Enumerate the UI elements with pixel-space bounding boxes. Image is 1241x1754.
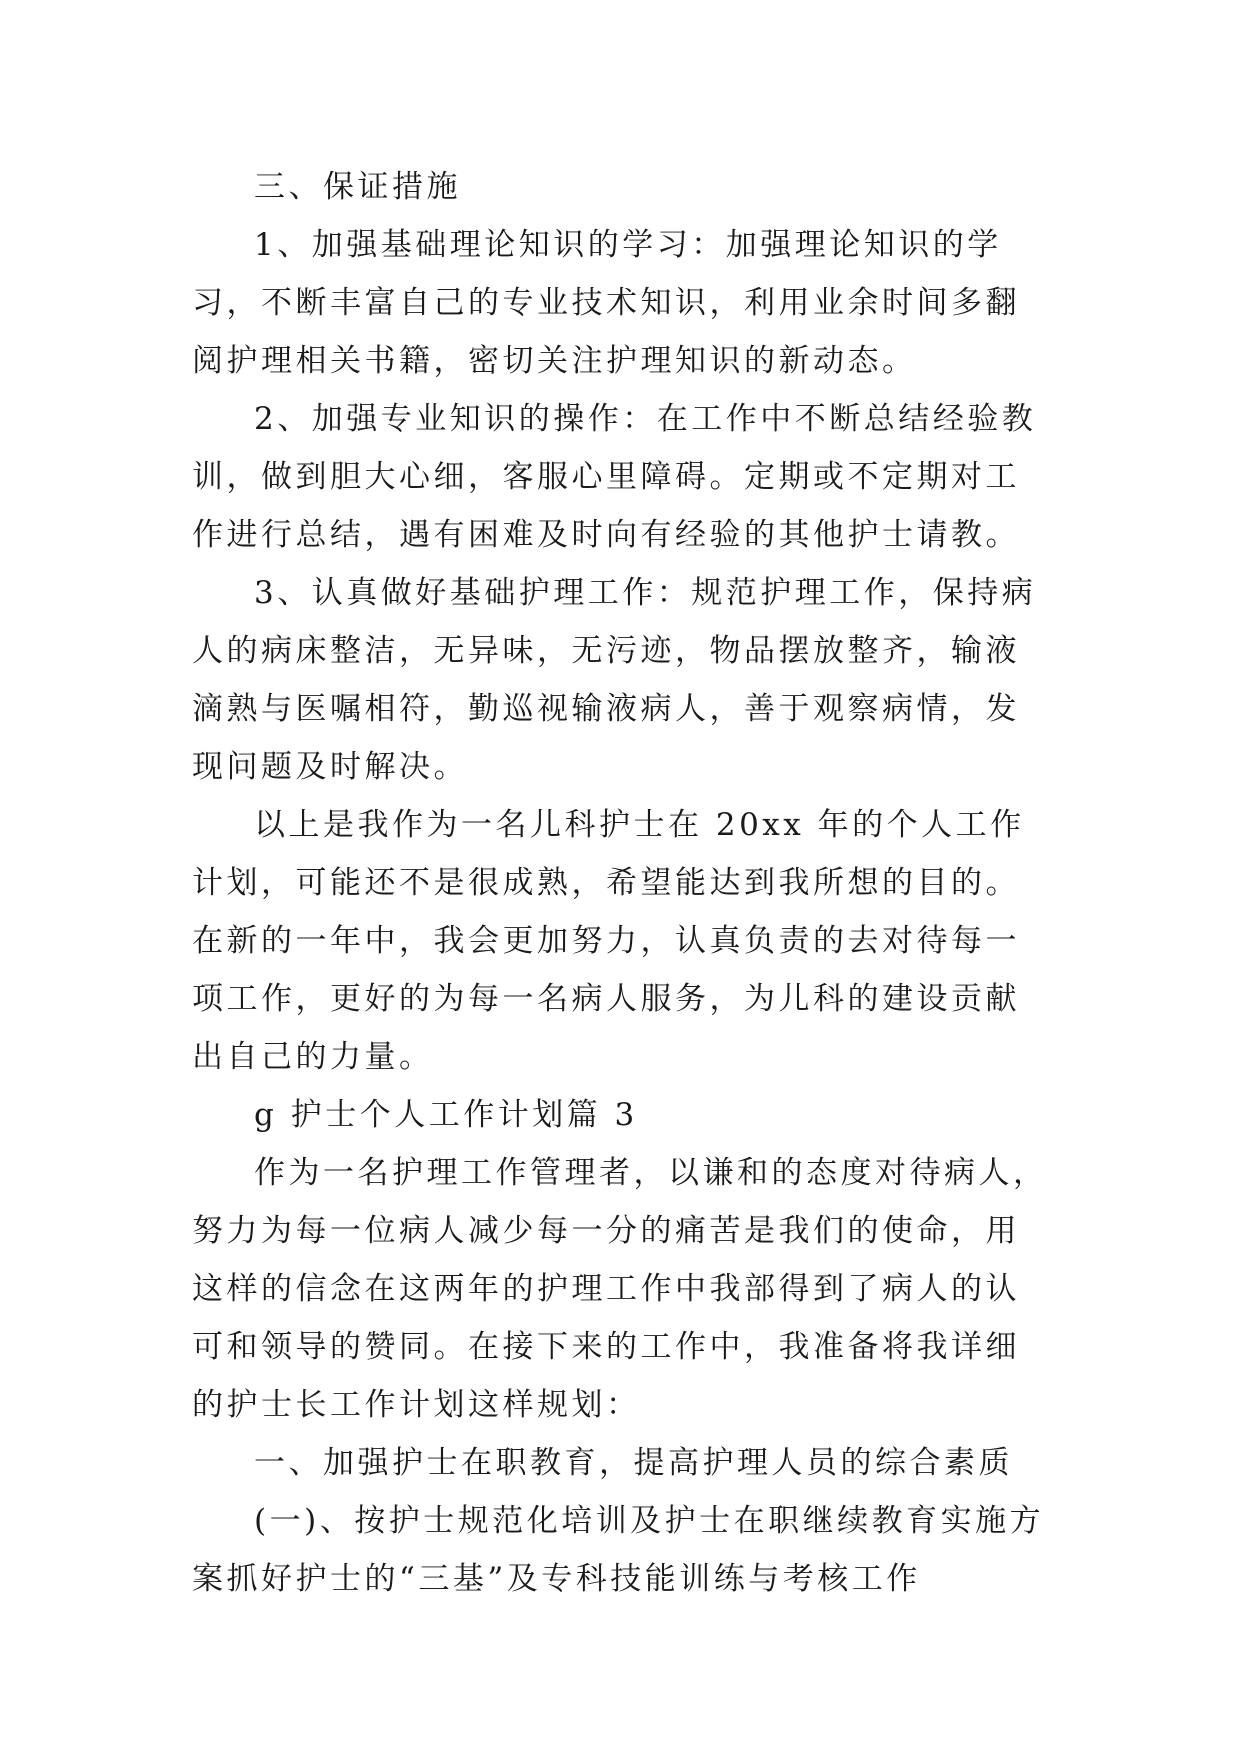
paragraph-skill-practice: 2、加强专业知识的操作：在工作中不断总结经验教训，做到胆大心细，客服心里障碍。定期或不定期对工作进行总结，遇有困难及时向有经验的其他护士请教。	[192, 401, 1037, 553]
paragraph-basic-nursing: 3、认真做好基础护理工作：规范护理工作，保持病人的病床整洁，无异味，无污迹，物品摆放整齐，输液滴熟与医嘱相符，勤巡视输液病人，善于观察病情，发现问题及时解决。	[192, 575, 1037, 785]
paragraph-intro: 作为一名护理工作管理者，以谦和的态度对待病人，努力为每一位病人减少每一分的痛苦是我们的使命，用这样的信念在这两年的护理工作中我部得到了病人的认可和领导的赞同。在接下来的工作中，我准备将我详细的护士长工作计划这样规划：	[192, 1155, 1048, 1423]
document-body	[192, 158, 1052, 1608]
paragraph-theory-study: 1、加强基础理论知识的学习：加强理论知识的学习，不断丰富自己的专业技术知识，利用业余时间多翻阅护理相关书籍，密切关注护理知识的新动态。	[192, 227, 1020, 379]
article-title: g 护士个人工作计划篇 3	[254, 1097, 638, 1133]
paragraph-summary: 以上是我作为一名儿科护士在 20xx 年的个人工作计划，可能还不是很成熟，希望能达到我所想的目的。在新的一年中，我会更加努力，认真负责的去对待每一项工作，更好的为每一名病人服务，为儿科的建设贡献出自己的力量。	[192, 807, 1025, 1075]
section-heading-guarantee-measures: 三、保证措施	[254, 169, 461, 205]
paragraph-training-plan: (一)、按护士规范化培训及护士在职继续教育实施方案抓好护士的“三基”及专科技能训练与考核工作	[192, 1503, 1045, 1597]
section-heading-education: 一、加强护士在职教育，提高护理人员的综合素质	[254, 1445, 1013, 1481]
